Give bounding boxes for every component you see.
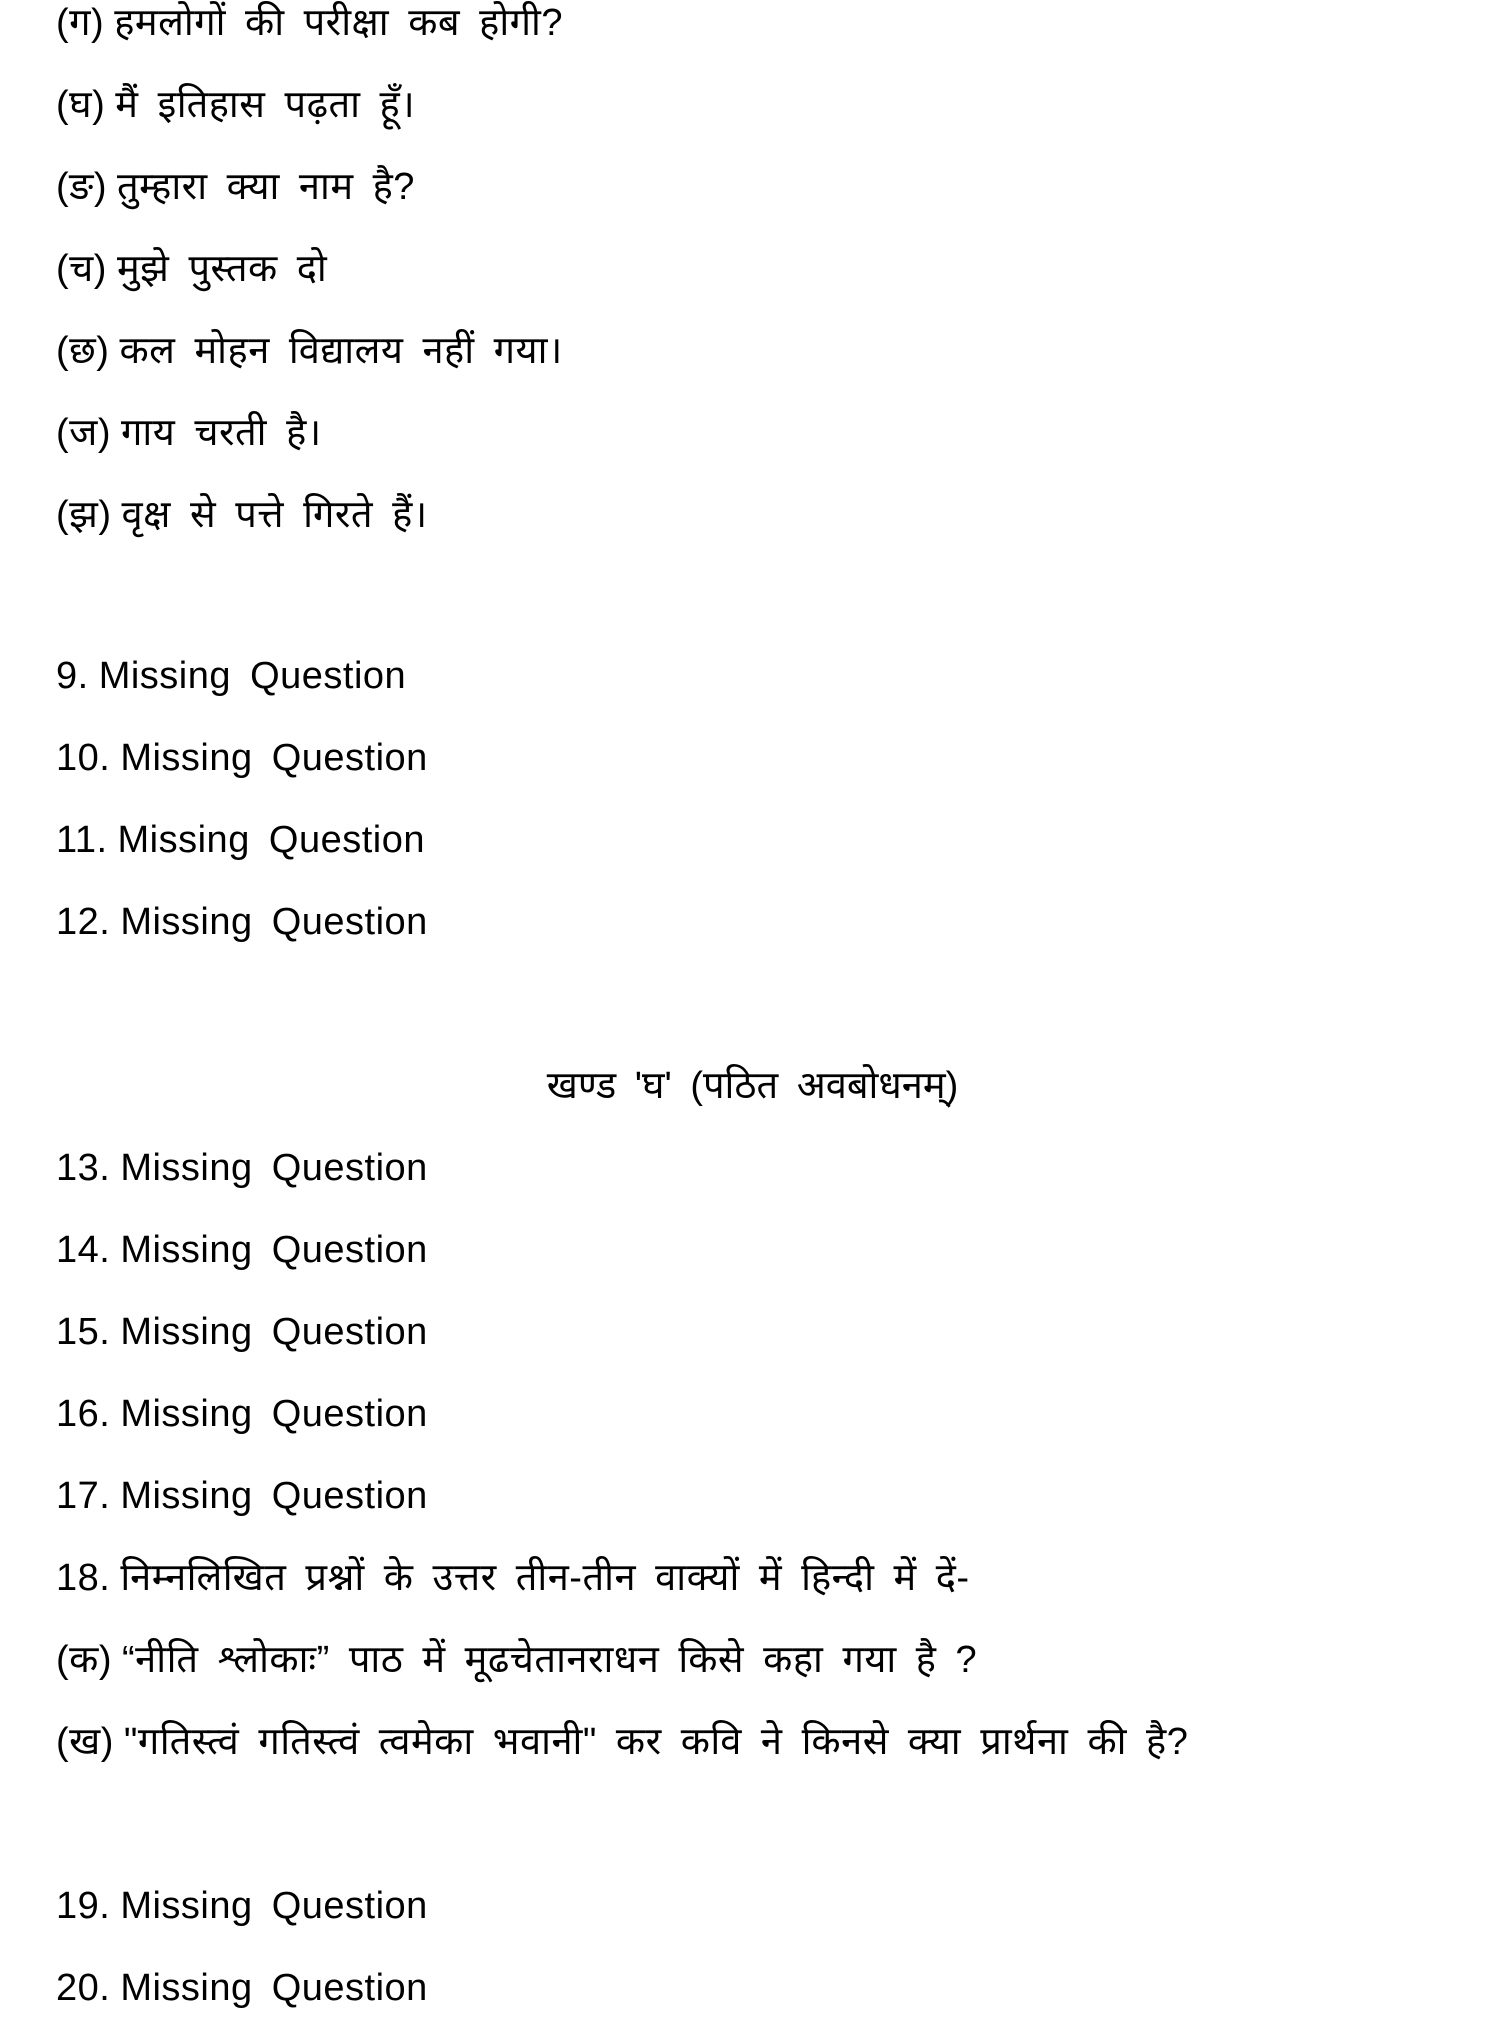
question-number: 14. [56, 1229, 111, 1271]
sentence-label: (च) [56, 248, 107, 290]
question-text: Missing Question [120, 901, 428, 943]
sentence-label: (ग) [56, 2, 105, 44]
question-text: Missing Question [120, 1475, 428, 1517]
question-number: 18. [56, 1557, 111, 1599]
question-item [56, 1965, 428, 2011]
question-number: 11. [56, 819, 108, 861]
sentence-text: मैं इतिहास पढ़ता हूँ। [115, 84, 416, 126]
question-number: 13. [56, 1147, 111, 1189]
sentence-label: (झ) [56, 494, 112, 536]
sentence-item [56, 0, 563, 46]
subpart-label: (क) [56, 1639, 112, 1681]
sentence-text: तुम्हारा क्या नाम है? [117, 166, 415, 208]
subpart-text: "गतिस्त्वं गतिस्त्वं त्वमेका भवानी" कर कवि ने किनसे क्या प्रार्थना की है? [123, 1721, 1189, 1763]
question-18-subpart [56, 1637, 977, 1683]
question-item [56, 1145, 428, 1191]
question-number: 16. [56, 1393, 111, 1435]
section-heading: खण्ड 'घ' (पठित अवबोधनम्) [546, 1065, 959, 1107]
question-number: 15. [56, 1311, 111, 1353]
sentence-text: वृक्ष से पत्ते गिरते हैं। [121, 494, 428, 536]
question-number: 10. [56, 737, 111, 779]
question-text: Missing Question [120, 1393, 428, 1435]
sentence-text: गाय चरती है। [121, 412, 322, 454]
question-text: Missing Question [120, 1311, 428, 1353]
sentence-text: मुझे पुस्तक दो [116, 248, 328, 290]
subpart-label: (ख) [56, 1721, 114, 1763]
sentence-item [56, 82, 415, 128]
sentence-item [56, 164, 415, 210]
sentence-label: (ङ) [56, 166, 108, 208]
sentence-item [56, 410, 322, 456]
question-18 [56, 1555, 970, 1601]
question-text: Missing Question [120, 1147, 428, 1189]
question-text: Missing Question [120, 1229, 428, 1271]
sentence-text: कल मोहन विद्यालय नहीं गया। [119, 330, 563, 372]
sentence-item [56, 492, 428, 538]
question-18-subpart [56, 1719, 1188, 1765]
sentence-label: (घ) [56, 84, 106, 126]
question-item [56, 817, 425, 863]
question-item [56, 1309, 428, 1355]
question-item [56, 1391, 428, 1437]
question-item [56, 899, 428, 945]
question-text: निम्नलिखित प्रश्नों के उत्तर तीन-तीन वाक्यों में हिन्दी में दें- [120, 1557, 970, 1599]
question-text: Missing Question [120, 1967, 428, 2009]
question-item [56, 1227, 428, 1273]
sentence-text: हमलोगों की परीक्षा कब होगी? [114, 2, 564, 44]
question-item [56, 1883, 428, 1929]
question-item [56, 1473, 428, 1519]
question-text: Missing Question [120, 737, 428, 779]
sentence-item [56, 246, 327, 292]
sentence-item [56, 328, 563, 374]
question-number: 9. [56, 655, 89, 697]
question-item [56, 653, 406, 699]
subpart-text: “नीति श्लोकाः” पाठ में मूढचेतानराधन किसे कहा गया है ? [122, 1639, 978, 1681]
question-text: Missing Question [120, 1885, 428, 1927]
question-item [56, 735, 428, 781]
sentence-label: (ज) [56, 412, 112, 454]
question-number: 20. [56, 1967, 111, 2009]
question-number: 17. [56, 1475, 111, 1517]
question-number: 19. [56, 1885, 111, 1927]
question-text: Missing Question [98, 655, 407, 697]
question-text: Missing Question [117, 819, 425, 861]
question-number: 12. [56, 901, 111, 943]
sentence-label: (छ) [56, 330, 110, 372]
